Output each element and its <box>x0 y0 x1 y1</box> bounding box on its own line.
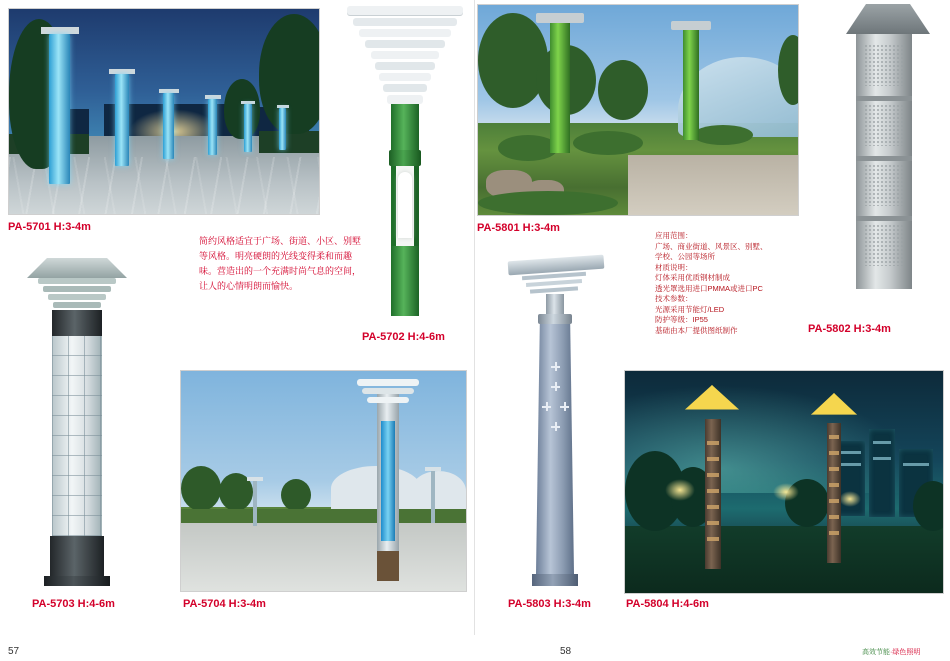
spec-block <box>655 231 805 336</box>
spec-usage-line-1: 广场、商业街道、风景区、别墅、 <box>655 241 768 251</box>
spec-tech-line-1: 光源采用节能灯/LED <box>655 304 725 314</box>
intro-text: 简约风格适宜于广场、街道、小区、别墅等风格。明亮硬朗的光线变得柔和而趣味。营造出的一个充满时尚气息的空间，让人的心情明朗而愉快。 <box>199 236 362 291</box>
caption-pa5802: PA-5802 H:3-4m <box>808 323 891 335</box>
product-pa5802 <box>838 4 938 304</box>
caption-pa5801: PA-5801 H:3-4m <box>477 222 560 234</box>
product-pa5703 <box>22 250 132 595</box>
page-number-right: 58 <box>560 646 572 657</box>
photo-pa5701 <box>8 8 320 215</box>
spec-usage-title: 应用范围： <box>655 231 693 240</box>
caption-pa5702: PA-5702 H:4-6m <box>362 331 445 343</box>
page-number-left: 57 <box>8 646 20 657</box>
page-spine <box>474 0 475 661</box>
spec-tech-title: 技术参数： <box>655 294 693 303</box>
photo-pa5801 <box>477 4 799 216</box>
spec-tech-line-2: 防护等级：IP55 <box>655 315 708 324</box>
spec-usage-line-2: 学校、公园等场所 <box>655 252 715 261</box>
caption-pa5701: PA-5701 H:3-4m <box>8 221 91 233</box>
spec-material-title: 材质说明： <box>655 262 693 272</box>
footer-logo-red: ·绿色照明 <box>890 649 921 656</box>
spec-material-line-1: 灯体采用优质钢材制成 <box>655 273 730 282</box>
caption-pa5704: PA-5704 H:3-4m <box>183 598 266 610</box>
spec-tech-line-3: 基础由本厂提供图纸制作 <box>655 325 738 335</box>
footer-logo <box>862 647 920 657</box>
caption-pa5803: PA-5803 H:3-4m <box>508 598 591 610</box>
photo-pa5804 <box>624 370 944 594</box>
product-pa5803 <box>500 252 610 592</box>
caption-pa5703: PA-5703 H:4-6m <box>32 598 115 610</box>
spec-material-line-2: 透光罩选用进口PMMA或进口PC <box>655 283 763 293</box>
photo-pa5704 <box>180 370 467 592</box>
footer-logo-green: 高效节能 <box>862 649 890 656</box>
caption-pa5804: PA-5804 H:4-6m <box>626 598 709 610</box>
footer <box>0 635 950 661</box>
